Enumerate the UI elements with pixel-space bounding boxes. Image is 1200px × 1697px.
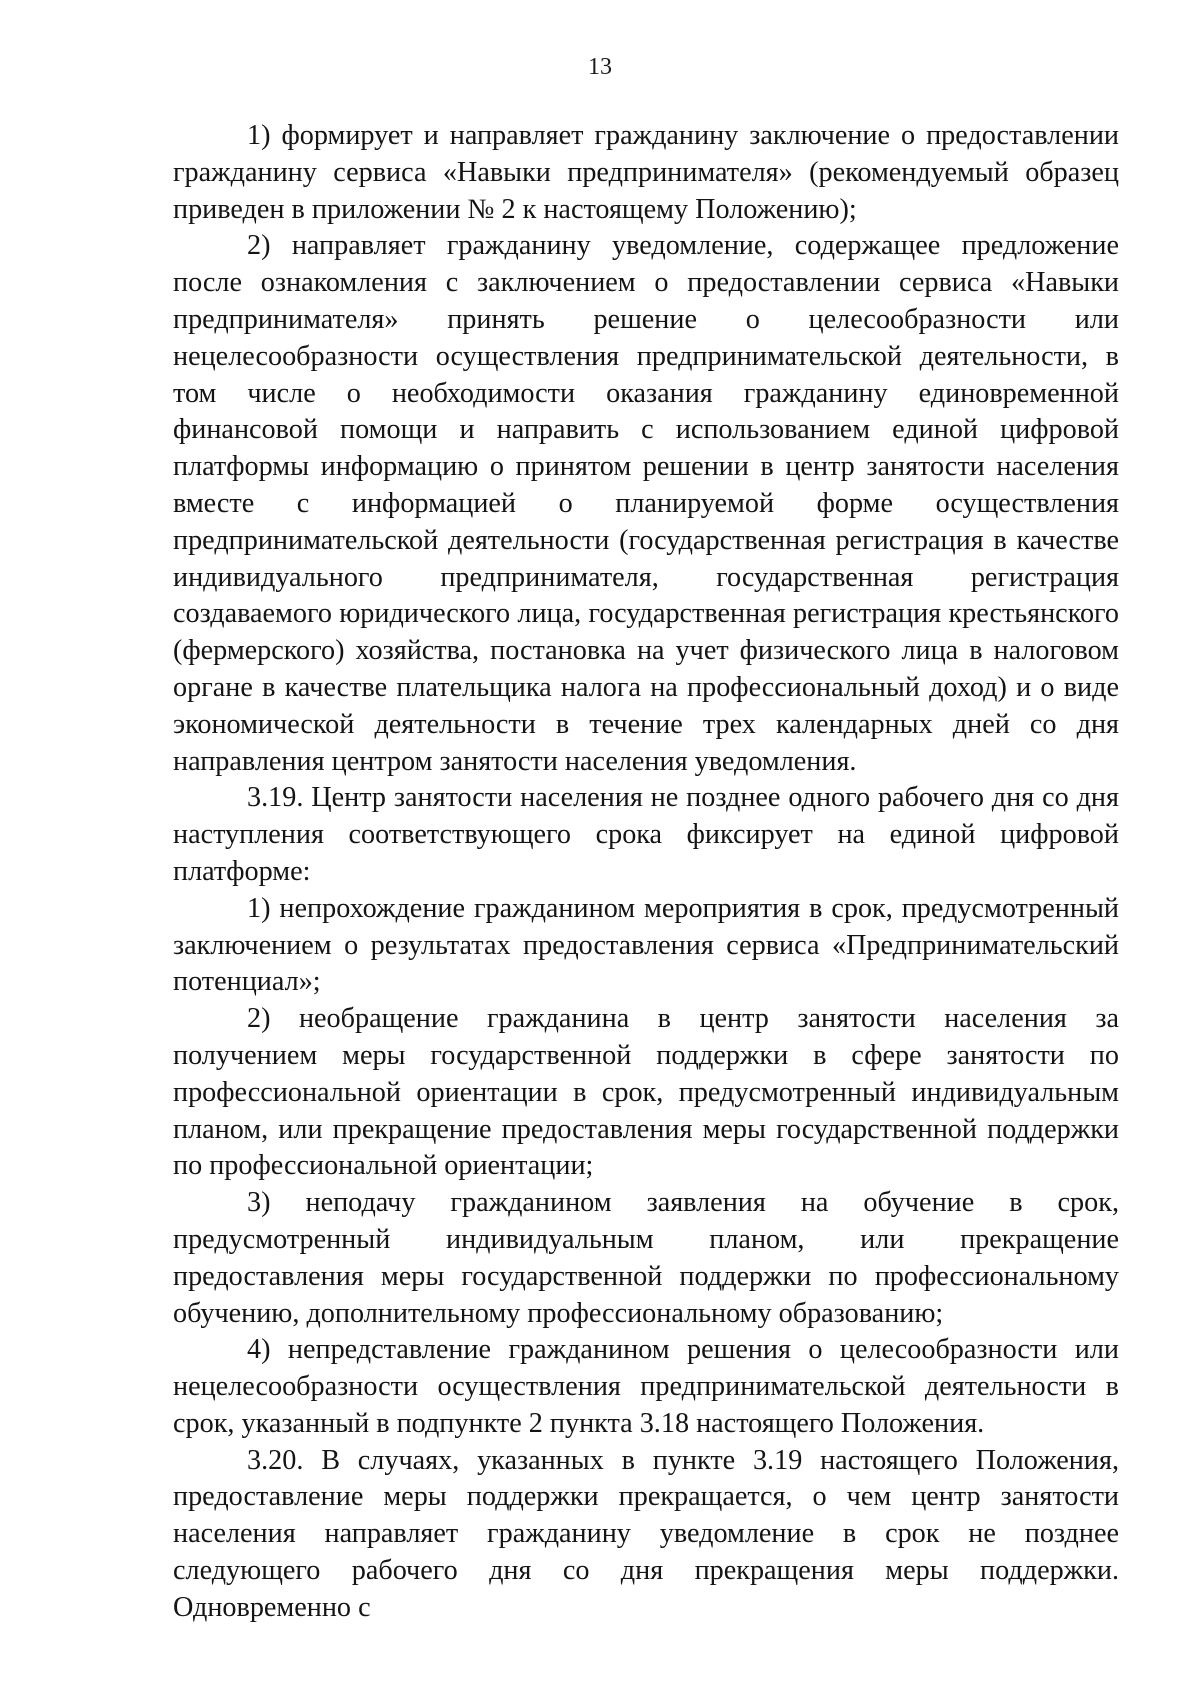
paragraph-item-3-non-submission: 3) неподачу гражданином заявления на обучение в срок, предусмотренный индивидуальным планом, или прекращение предоставления меры государственной поддержки по профессиональному обучению, дополнительному профессиональному образованию; — [173, 1187, 1119, 1329]
paragraph-clause-3-20: 3.20. В случаях, указанных в пункте 3.19 настоящего Положения, предоставление меры поддержки прекращается, о чем центр занятости населения направляет гражданину уведомление в срок не позднее следующего рабочего дня со дня прекращения меры поддержки. Одновременно с — [173, 1444, 1119, 1623]
paragraph-item-1-non-completion: 1) непрохождение гражданином мероприятия в срок, предусмотренный заключением о результатах предоставления сервиса «Предпринимательский потенциал»; — [173, 892, 1119, 998]
paragraph-clause-3-19: 3.19. Центр занятости населения не позднее одного рабочего дня со дня наступления соответствующего срока фиксирует на единой цифровой платформе: — [173, 782, 1119, 887]
paragraph-item-2-notification: 2) направляет гражданину уведомление, содержащее предложение после ознакомления с заключением о предоставлении сервиса «Навыки предпринимателя» принять решение о целесообразности или нецелесообразности осуществления предпринимательской деятельности, в том числе о необходимости оказания гражданину единовременной финансовой помощи и направить с использованием единой цифровой платформы информацию о принятом решении в центр занятости населения вместе с информацией о планируемой форме осуществления предпринимательской деятельности (государственная регистрация в качестве индивидуального предпринимателя, государственная регистрация создаваемого юридического лица, государственная регистрация крестьянского (фермерского) хозяйства, постановка на учет физического лица в налоговом органе в качестве плательщика налога на профессиональный доход) и о виде экономической деятельности в течение трех календарных дней со дня направления центром занятости населения уведомления. — [173, 230, 1119, 777]
page-number: 13 — [588, 54, 612, 80]
document-body — [173, 118, 1119, 1627]
paragraph-item-1-conclusion: 1) формирует и направляет гражданину заключение о предоставлении гражданину сервиса «Навыки предпринимателя» (рекомендуемый образец приведен в приложении № 2 к настоящему Положению); — [173, 120, 1119, 225]
paragraph-item-2-non-application: 2) необращение гражданина в центр занятости населения за получением меры государственной поддержки в сфере занятости по профессиональной ориентации в срок, предусмотренный индивидуальным планом, или прекращение предоставления меры государственной поддержки по профессиональной ориентации; — [173, 1003, 1119, 1182]
paragraph-item-4-non-presentation: 4) непредставление гражданином решения о целесообразности или нецелесообразности осуществления предпринимательской деятельности в срок, указанный в подпункте 2 пункта 3.18 настоящего Положения. — [173, 1334, 1119, 1439]
